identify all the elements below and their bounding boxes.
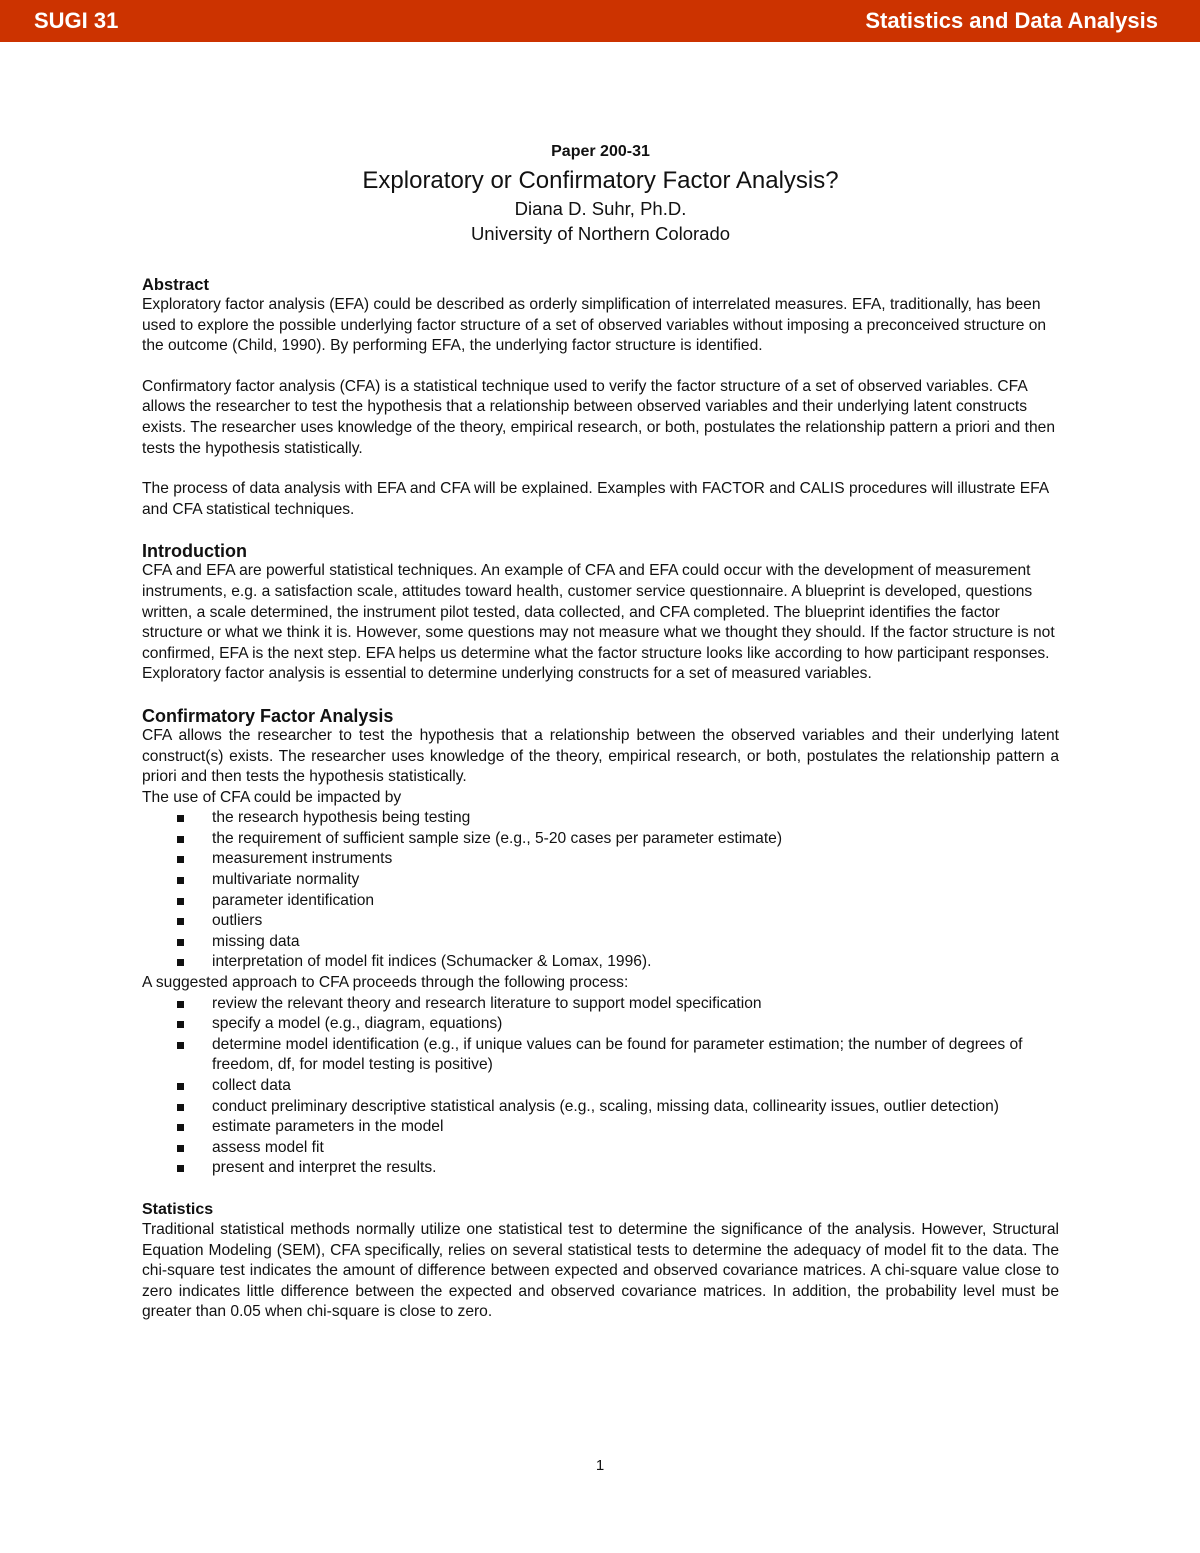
- paper-number: Paper 200-31: [551, 143, 650, 160]
- list-item: determine model identification (e.g., if unique values can be found for parameter estimation; the number of degrees of freedom, df, for model testing is positive): [142, 1035, 1059, 1076]
- abstract-paragraph-1: Exploratory factor analysis (EFA) could be described as orderly simplification of interrelated measures. EFA, traditionally, has been used to explore the possible underlying factor structure of a set of observed variables without imposing a preconceived structure on the outcome (Child, 1990). By performing EFA, the underlying factor structure is identified.: [142, 296, 1047, 355]
- statistics-paragraph: Traditional statistical methods normally utilize one statistical test to determine the significance of the analysis. However, Structural Equation Modeling (SEM), CFA specifically, relies on several statistical tests to determine the adequacy of model fit to the data. The chi-square test indicates the amount of difference between expected and observed covariance matrices. A chi-square value close to zero indicates little difference between the expected and observed covariance matrices. In addition, the probability level must be greater than 0.05 when chi-square is close to zero.: [142, 1220, 1059, 1321]
- list-item: collect data: [142, 1076, 1059, 1097]
- list-item: review the relevant theory and research literature to support model specification: [142, 994, 1059, 1015]
- cfa-list1-intro: The use of CFA could be impacted by: [142, 788, 402, 806]
- cfa-heading: Confirmatory Factor Analysis: [142, 705, 394, 726]
- list-item: conduct preliminary descriptive statistical analysis (e.g., scaling, missing data, collinearity issues, outlier detection): [142, 1097, 1059, 1118]
- header-banner: [0, 0, 1200, 42]
- conference-label: SUGI 31: [34, 8, 119, 33]
- abstract-heading: Abstract: [142, 276, 209, 294]
- cfa-process-list: [142, 994, 1059, 1179]
- abstract-paragraph-2: Confirmatory factor analysis (CFA) is a statistical technique used to verify the factor structure of a set of observed variables. CFA allows the researcher to test the hypothesis that a relationship between observed variables and their underlying latent constructs exists. The researcher uses knowledge of the theory, empirical research, or both, postulates the relationship pattern a priori and then tests the hypothesis statistically.: [142, 377, 1056, 457]
- author-name: Diana D. Suhr, Ph.D.: [514, 198, 687, 219]
- statistics-heading: Statistics: [142, 1200, 214, 1218]
- cfa-impact-list: [142, 808, 1059, 973]
- page-number: 1: [595, 1457, 605, 1474]
- introduction-paragraph: CFA and EFA are powerful statistical techniques. An example of CFA and EFA could occur with the development of measurement instruments, e.g. a satisfaction scale, attitudes toward health, customer service questionnaire. A blueprint is developed, questions written, a scale determined, the instrument pilot tested, data collected, and CFA completed. The blueprint identifies the factor structure or what we think it is. However, some questions may not measure what we thought they should. If the factor structure is not confirmed, EFA is the next step. EFA helps us determine what the factor structure looks like according to how participant responses. Exploratory factor analysis is essential to determine underlying constructs for a set of measured variables.: [142, 562, 1055, 683]
- list-item: interpretation of model fit indices (Schumacker & Lomax, 1996).: [142, 952, 1059, 973]
- cfa-paragraph: CFA allows the researcher to test the hypothesis that a relationship between the observed variables and their underlying latent construct(s) exists. The researcher uses knowledge of the theory, empirical research, or both, postulates the relationship pattern a priori and then tests the hypothesis statistically.: [142, 726, 1059, 786]
- page-body: [142, 142, 1059, 1323]
- list-item: parameter identification: [142, 891, 1059, 912]
- list-item: specify a model (e.g., diagram, equations): [142, 1014, 1059, 1035]
- list-item: assess model fit: [142, 1138, 1059, 1159]
- section-label: Statistics and Data Analysis: [865, 8, 1158, 33]
- introduction-heading: Introduction: [142, 541, 247, 562]
- list-item: present and interpret the results.: [142, 1158, 1059, 1179]
- title-block: [142, 142, 1059, 246]
- list-item: estimate parameters in the model: [142, 1117, 1059, 1138]
- list-item: multivariate normality: [142, 870, 1059, 891]
- cfa-list2-intro: A suggested approach to CFA proceeds through the following process:: [142, 974, 629, 992]
- list-item: the research hypothesis being testing: [142, 808, 1059, 829]
- list-item: missing data: [142, 932, 1059, 953]
- author-affiliation: University of Northern Colorado: [470, 223, 731, 244]
- abstract-paragraph-3: The process of data analysis with EFA and CFA will be explained. Examples with FACTOR and CALIS procedures will illustrate EFA and CFA statistical techniques.: [142, 480, 1049, 518]
- paper-title: Exploratory or Confirmatory Factor Analysis?: [362, 167, 839, 194]
- list-item: measurement instruments: [142, 849, 1059, 870]
- list-item: the requirement of sufficient sample size (e.g., 5-20 cases per parameter estimate): [142, 829, 1059, 850]
- list-item: outliers: [142, 911, 1059, 932]
